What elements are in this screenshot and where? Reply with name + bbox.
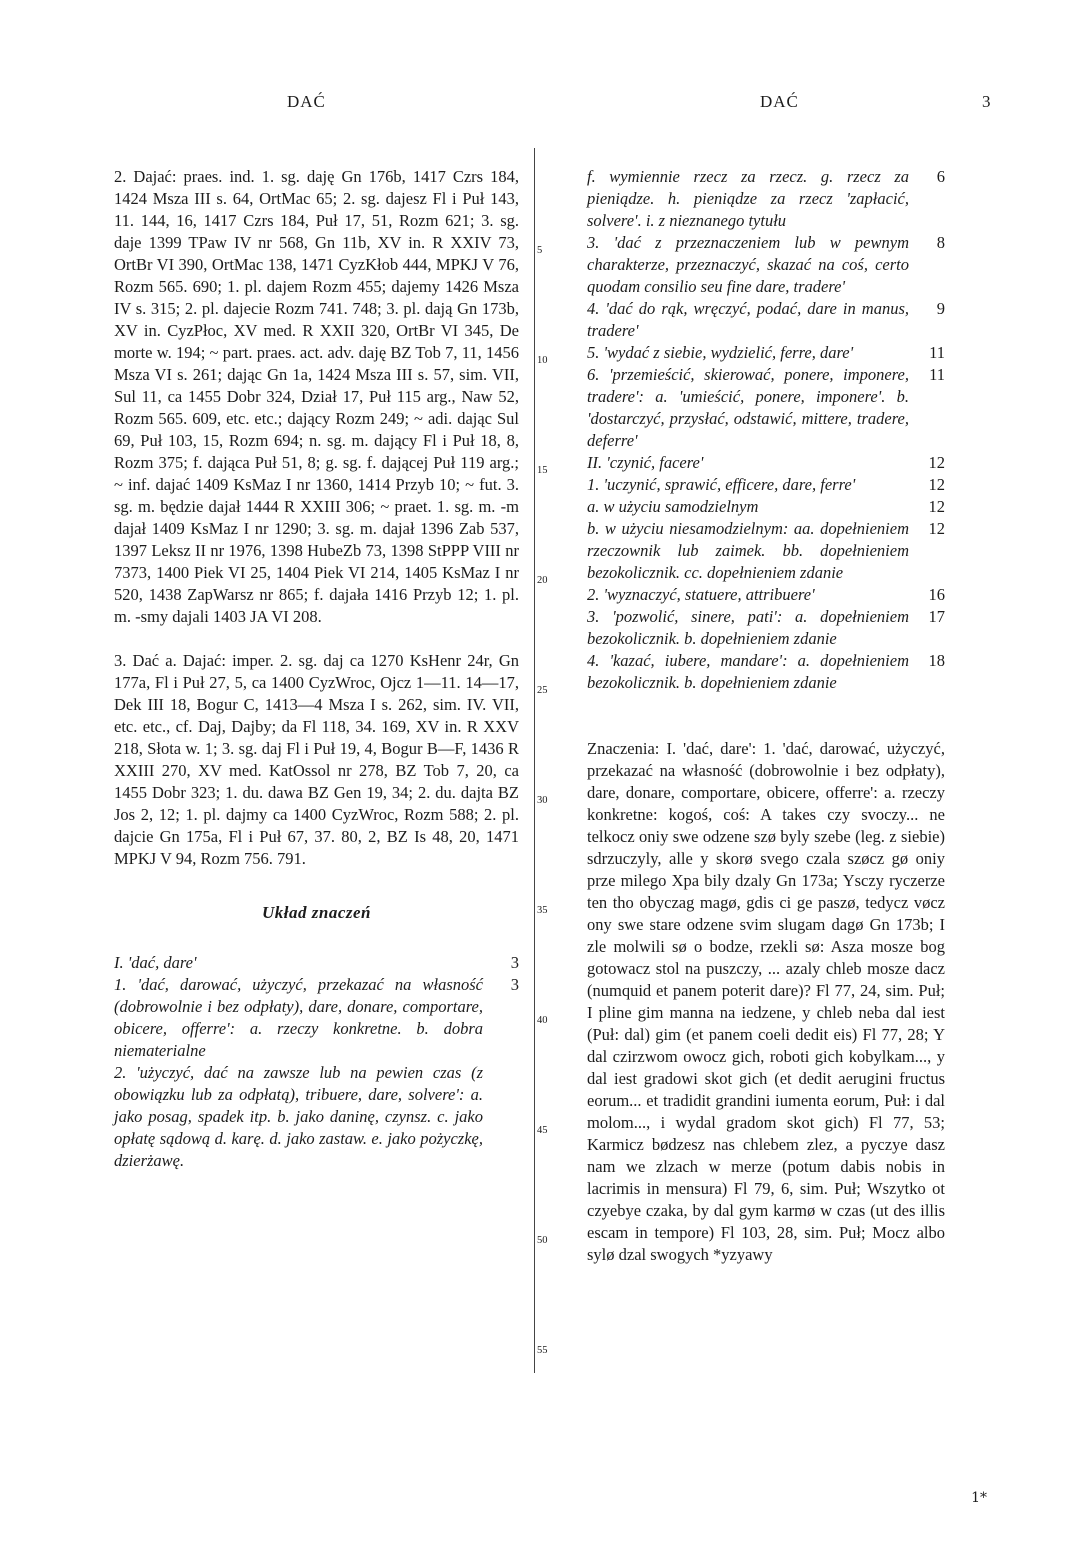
line-number: 35 — [537, 905, 548, 916]
toc-entry — [587, 606, 945, 650]
line-number: 50 — [537, 1235, 548, 1246]
page-number: 3 — [982, 92, 992, 111]
page-header-center: DAĆ — [760, 92, 799, 111]
toc-entry-text: 1. 'uczynić, sprawić, efficere, dare, ferre' — [587, 475, 856, 494]
toc-entry-page: 9 — [936, 299, 945, 318]
toc-entry-text: 5. 'wydać z siebie, wydzielić, ferre, dare' — [587, 343, 854, 362]
toc-entry — [587, 650, 945, 694]
toc-entry — [587, 232, 945, 298]
toc-entry — [114, 952, 519, 974]
line-number: 20 — [537, 575, 548, 586]
toc-entry-text: b. w użyciu niesamodzielnym: aa. dopełnieniem rzeczownik lub zaimek. bb. dopełnieniem bezokolicznik. cc. dopełnieniem zdanie — [587, 519, 909, 582]
left-toc — [114, 952, 519, 1172]
paragraph-2: 2. Dajać: praes. ind. 1. sg. daję Gn 176b, 1417 Czrs 184, 1424 Msza III s. 64, OrtMac 65; 2. sg. dajesz Fl i Puł 143, 11. 144, 16, 1417 Czrs 184, Puł 17, 51, Rozm 621; 3. sg. daje 1399 TPaw IV nr 568, Gn 11b, XV in. R XXIV 73, OrtBr VI 390, OrtMac 138, 1471 CyzKłob 444, MPKJ V 76, Rozm 565. 690; 1. pl. dajem Rozm 455; dajemy 1426 Msza IV s. 315; 2. pl. dajecie Rozm 741. 748; 3. pl. dają Gn 173b, XV in. CyzPłoc, XV med. R XXII 320, OrtBr VI 345, De morte w. 194; ~ part. praes. act. adv. daję BZ Tob 7, 11, 1456 Msza VI s. 261; dając Gn 1a, 1424 Msza III s. 57, sim. VII, Sul 11, ca 1455 Dobr 324, Dział 17, Puł 115 arg., Naw 52, Rozm 565. 609, etc. etc.; dający Rozm 249; ~ adi. dając Sul 69, Puł 103, 15, Rozm 694; n. sg. m. dający Fl i Puł 18, 8, Rozm 375; f. dająca Puł 51, 8; g. sg. f. dającej Puł 119 arg.; ~ inf. dajać 1409 KsMaz I nr 1360, 1414 Przyb 10; ~ fut. 3. sg. m. będzie dajał 1444 R XXIII 306; ~ praet. 1. sg. m. -m dajał 1409 KsMaz I nr 1290; 3. sg. m. dajał 1396 Zab 537, 1397 Leksz II nr 1976, 1398 HubeZb 73, 1398 StPPP VIII nr 7373, 1400 Piek VI 25, 1404 Piek VI 214, 1405 KsMaz I nr 520, 1438 ZapWarsz nr 865; f. dajała 1416 Przyb 12; 1. pl. m. -smy dajali 1403 JA VI 208. — [114, 167, 519, 626]
toc-entry — [114, 1062, 519, 1172]
toc-entry-page: 3 — [510, 975, 519, 994]
toc-entry-text: f. wymiennie rzecz za rzecz. g. rzecz za pieniądze. h. pieniądze za rzecz 'zapłacić, solvere'. i. z nieznanego tytułu — [587, 167, 909, 230]
line-number: 25 — [537, 685, 548, 696]
right-toc — [587, 166, 945, 694]
toc-entry-text: 3. 'dać z przeznaczeniem lub w pewnym charakterze, przeznaczyć, skazać na coś, certo quodam consilio seu fine dare, tradere' — [587, 233, 909, 296]
toc-entry-text: 6. 'przemieścić, skierować, ponere, imponere, tradere': a. 'umieścić, ponere, imponere'. b. 'dostarczyć, przysłać, odstawić, mittere, tradere, deferre' — [587, 365, 909, 450]
page-header-left: DAĆ — [287, 92, 326, 111]
line-number: 30 — [537, 795, 548, 806]
toc-entry-text: 2. 'wyznaczyć, statuere, attribuere' — [587, 585, 815, 604]
section-heading: Układ znaczeń — [262, 903, 371, 922]
toc-entry — [587, 584, 945, 606]
toc-entry-page: 12 — [928, 453, 945, 472]
toc-entry-page: 11 — [929, 365, 945, 384]
toc-entry — [587, 452, 945, 474]
toc-entry — [587, 342, 945, 364]
toc-entry — [587, 496, 945, 518]
line-number: 5 — [537, 245, 543, 256]
toc-entry-text: II. 'czynić, facere' — [587, 453, 704, 472]
toc-entry-page: 12 — [928, 519, 945, 538]
toc-entry-page: 12 — [928, 497, 945, 516]
line-number: 40 — [537, 1015, 548, 1026]
toc-entry — [587, 298, 945, 342]
toc-entry — [587, 166, 945, 232]
toc-entry — [114, 974, 519, 1062]
right-column — [587, 144, 945, 1288]
toc-entry-page: 18 — [928, 651, 945, 670]
line-number: 45 — [537, 1125, 548, 1136]
znaczenia-paragraph: Znaczenia: I. 'dać, dare': 1. 'dać, darować, użyczyć, przekazać na własność (dobrowolnie i bez odpłaty), dare, donare, comportare, obicere, offerre': a. rzeczy konkretne: kogoś, coś: A takes czy svoczy... ne telkocz oniy swe odzene szø byly szebe (leg. z siebie) sdrzuczyly, alle y skorø svego czala szøcz gø oniy prze milego Xpa bily dzaly Gn 173a; Ysczy ryczerze ten tho obyczag magø, gdis ci ge paszø, tedycz vøcz ony swe stare odzene svim slugam dagø Gn 173b; I zle molwili sø o bodze, rzekli sø: Asza mosze bog gotowacz stol na puszczy, ... azaly chleb mosze dacz (numquid et panem poterit dare)? Fl 77, 24, sim. Puł; I pline gim manna na iedzene, y chleb neba dal iest (Puł: dal) gim (et panem coeli dedit eis) Fl 77, 28; Y dal czirzwom owocz gich, roboti gich kobylkam..., y dal iest gradowi skot gich (et dedit aerugini fructus eorum... et tradidit grandini iumenta eorum, Puł: i dal molom..., i wydal gradom skot gich) Fl 77, 53; Karmicz bødzesz nas chlebem zlez, a pyczye dasz nam we zlzach w merze (potum dabis nobis in lacrimis in mensura) Fl 79, 6, sim. Puł; Wszytko ot czyebye czaka, by dal gym karmø w czas (ut des illis escam in tempore) Fl 103, 28, sim. Puł; Mocz albo sylø dzal swogych *yzyawy — [587, 739, 945, 1264]
line-number: 10 — [537, 355, 548, 366]
toc-entry-page: 6 — [936, 167, 945, 186]
toc-entry-text: 1. 'dać, darować, użyczyć, przekazać na własność (dobrowolnie i bez odpłaty), dare, donare, comportare, obicere, offerre': a. rzeczy konkretne. b. dobra niematerialne — [114, 975, 483, 1060]
toc-entry-page: 11 — [929, 343, 945, 362]
toc-entry-text: 2. 'użyczyć, dać na zawsze lub na pewien czas (z obowiązku lub za odpłatą), tribuere, dare, solvere': a. jako posag, spadek itp. b. jako daninę, czynsz. c. jako opłatę sądową d. karę. d. jako zastaw. e. jako pożyczkę, dzierżawę. — [114, 1063, 483, 1170]
toc-entry-text: 3. 'pozwolić, sinere, pati': a. dopełnieniem bezokolicznik. b. dopełnieniem zdanie — [587, 607, 909, 648]
toc-entry-page: 3 — [510, 953, 519, 972]
toc-entry — [587, 364, 945, 452]
toc-entry-page: 17 — [928, 607, 945, 626]
left-column — [114, 144, 519, 1194]
toc-entry — [587, 474, 945, 496]
line-number: 15 — [537, 465, 548, 476]
toc-entry-text: I. 'dać, dare' — [114, 953, 197, 972]
toc-entry-page: 16 — [928, 585, 945, 604]
paragraph-3: 3. Dać a. Dajać: imper. 2. sg. daj ca 1270 KsHenr 24r, Gn 177a, Fl i Puł 27, 5, ca 1400 CyzWroc, Ojcz 1—11. 14—17, Dek III 18, Bogur C, 1413—4 Msza I s. 262, sim. IV. VII, etc. etc., cf. Daj, Dajby; da Fl 118, 34. 169, XV in. R XXV 218, Słota w. 1; 3. sg. daj Fl i Puł 19, 4, Bogur B—F, 1436 R XXIII 270, XV med. KatOssol nr 278, BZ Tob 7, 20, ca 1455 Dobr 323; 1. du. dawa BZ Gen 19, 34; 2. du. dajta BZ Jos 2, 12; 1. pl. dajmy ca 1400 CyzWroc, Rozm 588; 2. pl. dajcie Gn 175a, Fl i Puł 67, 37. 80, 2, BZ Is 48, 20, 1471 MPKJ V 94, Rozm 756. 791. — [114, 651, 519, 868]
toc-entry-text: a. w użyciu samodzielnym — [587, 497, 759, 516]
toc-entry-text: 4. 'dać do rąk, wręczyć, podać, dare in manus, tradere' — [587, 299, 909, 340]
toc-entry — [587, 518, 945, 584]
column-divider — [534, 148, 535, 1373]
toc-entry-page: 12 — [928, 475, 945, 494]
toc-entry-page: 8 — [936, 233, 945, 252]
signature-mark: 1* — [971, 1490, 987, 1506]
toc-entry-text: 4. 'kazać, iubere, mandare': a. dopełnieniem bezokolicznik. b. dopełnieniem zdanie — [587, 651, 909, 692]
line-number: 55 — [537, 1345, 548, 1356]
